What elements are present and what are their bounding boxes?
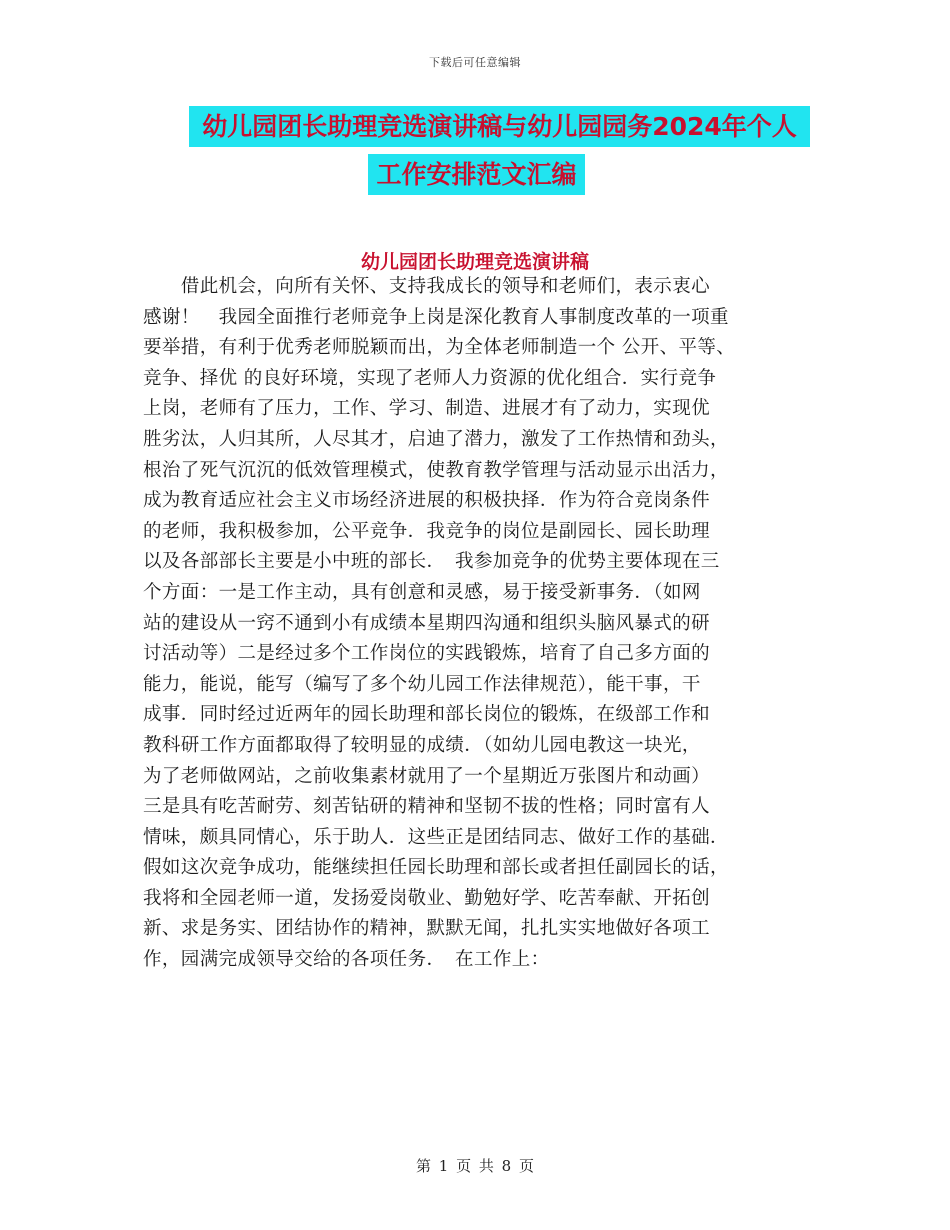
body-line: 讨活动等）二是经过多个工作岗位的实践锻炼，培育了自己多方面的 <box>143 643 711 665</box>
page-footer: 第 1 页 共 8 页 <box>416 1157 534 1175</box>
body-line: 为了老师做网站，之前收集素材就用了一个星期近万张图片和动画） <box>143 765 711 787</box>
body-line: 感谢！ 我园全面推行老师竞争上岗是深化教育人事制度改革的一项重 <box>143 306 729 328</box>
body-line: 个方面：一是工作主动，具有创意和灵感，易于接受新事务．（如网 <box>143 581 701 603</box>
body-line: 竞争、择优 的良好环境，实现了老师人力资源的优化组合．实行竞争 <box>143 367 717 389</box>
body-line: 上岗，老师有了压力，工作、学习、制造、进展才有了动力，实现优 <box>143 398 711 420</box>
title-line-1: 幼儿园团长助理竞选演讲稿与幼儿园园务2024年个人 <box>189 106 810 147</box>
body-line: 教科研工作方面都取得了较明显的成绩．（如幼儿园电教这一块光， <box>143 734 701 756</box>
body-line: 我将和全园老师一道，发扬爱岗敬业、勤勉好学、吃苦奉献、开拓创 <box>143 887 711 909</box>
body-line: 三是具有吃苦耐劳、刻苦钻研的精神和坚韧不拔的性格；同时富有人 <box>143 796 711 818</box>
body-line: 要举措，有利于优秀老师脱颖而出，为全体老师制造一个 公开、平等、 <box>143 337 736 359</box>
section-title: 幼儿园团长助理竞选演讲稿 <box>360 251 589 273</box>
body-text <box>143 272 813 976</box>
body-line: 情味，颇具同情心，乐于助人．这些正是团结同志、做好工作的基础． <box>143 826 729 848</box>
body-line: 以及各部部长主要是小中班的部长． 我参加竞争的优势主要体现在三 <box>143 551 720 573</box>
body-line: 胜劣汰，人归其所，人尽其才，启迪了潜力，激发了工作热情和劲头， <box>143 428 729 450</box>
body-line: 成为教育适应社会主义市场经济进展的积极抉择．作为符合竞岗条件 <box>143 490 711 512</box>
body-line: 假如这次竞争成功，能继续担任园长助理和部长或者担任副园长的话， <box>143 857 729 879</box>
body-line: 站的建设从一窍不通到小有成绩本星期四沟通和组织头脑风暴式的研 <box>143 612 711 634</box>
body-line: 新、求是务实、团结协作的精神，默默无闻，扎扎实实地做好各项工 <box>143 918 711 940</box>
title-line-2: 工作安排范文汇编 <box>368 154 585 195</box>
body-line: 成事．同时经过近两年的园长助理和部长岗位的锻炼，在级部工作和 <box>143 704 711 726</box>
body-line: 作，园满完成领导交给的各项任务． 在工作上： <box>143 949 550 971</box>
body-line: 根治了死气沉沉的低效管理模式，使教育教学管理与活动显示出活力， <box>143 459 729 481</box>
header-note: 下载后可任意编辑 <box>429 56 521 69</box>
body-line: 借此机会，向所有关怀、支持我成长的领导和老师们，表示衷心 <box>143 276 711 297</box>
body-line: 能力，能说，能写（编写了多个幼儿园工作法律规范），能干事，干 <box>143 673 701 695</box>
body-line: 的老师，我积极参加，公平竞争．我竞争的岗位是副园长、园长助理 <box>143 520 711 542</box>
